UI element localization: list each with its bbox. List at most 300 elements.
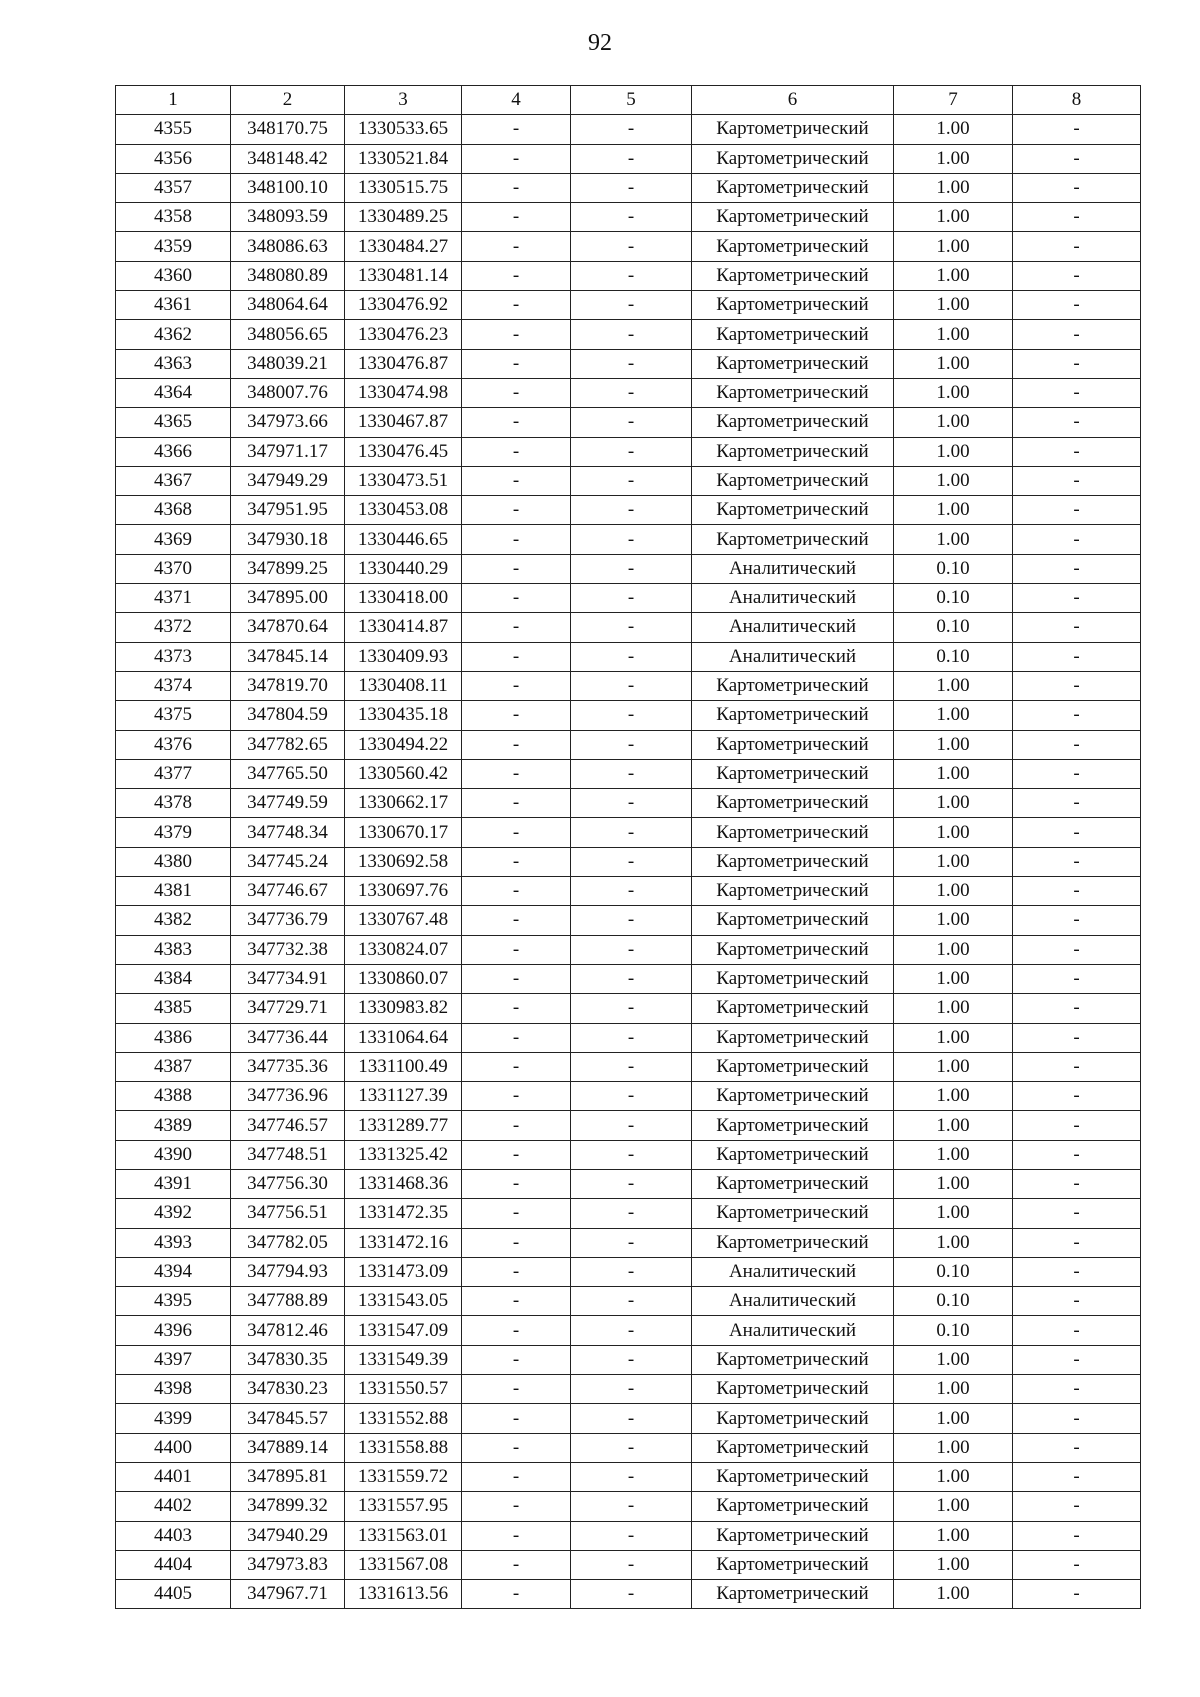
x-coordinate-cell: 347895.00 bbox=[231, 584, 345, 613]
point-number-cell: 4402 bbox=[116, 1492, 231, 1521]
col5-cell: - bbox=[571, 584, 692, 613]
accuracy-cell: 0.10 bbox=[894, 1316, 1013, 1345]
col4-cell: - bbox=[462, 1257, 571, 1286]
method-cell: Картометрический bbox=[692, 964, 894, 993]
col8-cell: - bbox=[1013, 144, 1141, 173]
col5-cell: - bbox=[571, 1404, 692, 1433]
method-cell: Аналитический bbox=[692, 1287, 894, 1316]
col4-cell: - bbox=[462, 408, 571, 437]
point-number-cell: 4374 bbox=[116, 671, 231, 700]
accuracy-cell: 1.00 bbox=[894, 115, 1013, 144]
point-number-cell: 4365 bbox=[116, 408, 231, 437]
method-cell: Картометрический bbox=[692, 759, 894, 788]
point-number-cell: 4399 bbox=[116, 1404, 231, 1433]
y-coordinate-cell: 1330692.58 bbox=[345, 847, 462, 876]
y-coordinate-cell: 1330446.65 bbox=[345, 525, 462, 554]
point-number-cell: 4396 bbox=[116, 1316, 231, 1345]
col4-cell: - bbox=[462, 613, 571, 642]
col4-cell: - bbox=[462, 759, 571, 788]
col4-cell: - bbox=[462, 349, 571, 378]
table-row bbox=[116, 671, 1141, 700]
column-header-3: 3 bbox=[345, 86, 462, 115]
table-row bbox=[116, 1521, 1141, 1550]
col4-cell: - bbox=[462, 261, 571, 290]
col5-cell: - bbox=[571, 525, 692, 554]
method-cell: Аналитический bbox=[692, 642, 894, 671]
x-coordinate-cell: 347782.05 bbox=[231, 1228, 345, 1257]
col5-cell: - bbox=[571, 466, 692, 495]
column-header-7: 7 bbox=[894, 86, 1013, 115]
col5-cell: - bbox=[571, 320, 692, 349]
table-row bbox=[116, 1199, 1141, 1228]
y-coordinate-cell: 1330515.75 bbox=[345, 173, 462, 202]
table-row bbox=[116, 1140, 1141, 1169]
accuracy-cell: 1.00 bbox=[894, 320, 1013, 349]
col4-cell: - bbox=[462, 173, 571, 202]
method-cell: Картометрический bbox=[692, 525, 894, 554]
col5-cell: - bbox=[571, 349, 692, 378]
col5-cell: - bbox=[571, 1345, 692, 1374]
table-body bbox=[116, 115, 1141, 1609]
col8-cell: - bbox=[1013, 730, 1141, 759]
col5-cell: - bbox=[571, 408, 692, 437]
accuracy-cell: 1.00 bbox=[894, 818, 1013, 847]
accuracy-cell: 1.00 bbox=[894, 1199, 1013, 1228]
x-coordinate-cell: 348093.59 bbox=[231, 203, 345, 232]
col5-cell: - bbox=[571, 701, 692, 730]
col5-cell: - bbox=[571, 1257, 692, 1286]
table-row bbox=[116, 261, 1141, 290]
y-coordinate-cell: 1331563.01 bbox=[345, 1521, 462, 1550]
col4-cell: - bbox=[462, 1404, 571, 1433]
accuracy-cell: 1.00 bbox=[894, 349, 1013, 378]
accuracy-cell: 1.00 bbox=[894, 906, 1013, 935]
point-number-cell: 4371 bbox=[116, 584, 231, 613]
col4-cell: - bbox=[462, 1375, 571, 1404]
table-row bbox=[116, 1550, 1141, 1579]
table-row bbox=[116, 1052, 1141, 1081]
point-number-cell: 4398 bbox=[116, 1375, 231, 1404]
method-cell: Картометрический bbox=[692, 1580, 894, 1609]
point-number-cell: 4357 bbox=[116, 173, 231, 202]
col4-cell: - bbox=[462, 877, 571, 906]
x-coordinate-cell: 348039.21 bbox=[231, 349, 345, 378]
column-header-2: 2 bbox=[231, 86, 345, 115]
table-row bbox=[116, 408, 1141, 437]
method-cell: Аналитический bbox=[692, 1316, 894, 1345]
point-number-cell: 4375 bbox=[116, 701, 231, 730]
col5-cell: - bbox=[571, 847, 692, 876]
col8-cell: - bbox=[1013, 203, 1141, 232]
col8-cell: - bbox=[1013, 466, 1141, 495]
col5-cell: - bbox=[571, 1433, 692, 1462]
point-number-cell: 4366 bbox=[116, 437, 231, 466]
col8-cell: - bbox=[1013, 261, 1141, 290]
accuracy-cell: 1.00 bbox=[894, 232, 1013, 261]
accuracy-cell: 1.00 bbox=[894, 935, 1013, 964]
y-coordinate-cell: 1330408.11 bbox=[345, 671, 462, 700]
col5-cell: - bbox=[571, 1580, 692, 1609]
x-coordinate-cell: 347748.34 bbox=[231, 818, 345, 847]
x-coordinate-cell: 347745.24 bbox=[231, 847, 345, 876]
accuracy-cell: 0.10 bbox=[894, 554, 1013, 583]
method-cell: Картометрический bbox=[692, 671, 894, 700]
x-coordinate-cell: 347830.35 bbox=[231, 1345, 345, 1374]
accuracy-cell: 1.00 bbox=[894, 291, 1013, 320]
col5-cell: - bbox=[571, 1462, 692, 1491]
method-cell: Картометрический bbox=[692, 408, 894, 437]
y-coordinate-cell: 1330860.07 bbox=[345, 964, 462, 993]
method-cell: Картометрический bbox=[692, 232, 894, 261]
accuracy-cell: 1.00 bbox=[894, 378, 1013, 407]
col4-cell: - bbox=[462, 1316, 571, 1345]
col4-cell: - bbox=[462, 1521, 571, 1550]
table-row bbox=[116, 466, 1141, 495]
method-cell: Картометрический bbox=[692, 994, 894, 1023]
table-row bbox=[116, 935, 1141, 964]
col5-cell: - bbox=[571, 1375, 692, 1404]
point-number-cell: 4397 bbox=[116, 1345, 231, 1374]
col5-cell: - bbox=[571, 1140, 692, 1169]
y-coordinate-cell: 1331613.56 bbox=[345, 1580, 462, 1609]
point-number-cell: 4379 bbox=[116, 818, 231, 847]
col8-cell: - bbox=[1013, 818, 1141, 847]
col5-cell: - bbox=[571, 496, 692, 525]
point-number-cell: 4389 bbox=[116, 1111, 231, 1140]
col5-cell: - bbox=[571, 1199, 692, 1228]
accuracy-cell: 1.00 bbox=[894, 847, 1013, 876]
y-coordinate-cell: 1330476.92 bbox=[345, 291, 462, 320]
method-cell: Аналитический bbox=[692, 1257, 894, 1286]
col8-cell: - bbox=[1013, 935, 1141, 964]
col4-cell: - bbox=[462, 671, 571, 700]
col8-cell: - bbox=[1013, 408, 1141, 437]
y-coordinate-cell: 1330494.22 bbox=[345, 730, 462, 759]
point-number-cell: 4367 bbox=[116, 466, 231, 495]
x-coordinate-cell: 347756.30 bbox=[231, 1169, 345, 1198]
col8-cell: - bbox=[1013, 437, 1141, 466]
col5-cell: - bbox=[571, 378, 692, 407]
table-row bbox=[116, 789, 1141, 818]
y-coordinate-cell: 1330560.42 bbox=[345, 759, 462, 788]
point-number-cell: 4405 bbox=[116, 1580, 231, 1609]
col8-cell: - bbox=[1013, 1023, 1141, 1052]
accuracy-cell: 0.10 bbox=[894, 584, 1013, 613]
col8-cell: - bbox=[1013, 964, 1141, 993]
method-cell: Картометрический bbox=[692, 1521, 894, 1550]
col4-cell: - bbox=[462, 437, 571, 466]
col4-cell: - bbox=[462, 964, 571, 993]
col5-cell: - bbox=[571, 613, 692, 642]
col5-cell: - bbox=[571, 818, 692, 847]
col8-cell: - bbox=[1013, 789, 1141, 818]
y-coordinate-cell: 1330484.27 bbox=[345, 232, 462, 261]
accuracy-cell: 1.00 bbox=[894, 1052, 1013, 1081]
accuracy-cell: 1.00 bbox=[894, 173, 1013, 202]
x-coordinate-cell: 347782.65 bbox=[231, 730, 345, 759]
method-cell: Картометрический bbox=[692, 1345, 894, 1374]
y-coordinate-cell: 1331472.35 bbox=[345, 1199, 462, 1228]
y-coordinate-cell: 1330767.48 bbox=[345, 906, 462, 935]
col8-cell: - bbox=[1013, 613, 1141, 642]
col8-cell: - bbox=[1013, 173, 1141, 202]
col4-cell: - bbox=[462, 115, 571, 144]
point-number-cell: 4390 bbox=[116, 1140, 231, 1169]
point-number-cell: 4372 bbox=[116, 613, 231, 642]
accuracy-cell: 1.00 bbox=[894, 1169, 1013, 1198]
accuracy-cell: 1.00 bbox=[894, 1550, 1013, 1579]
col8-cell: - bbox=[1013, 1580, 1141, 1609]
col5-cell: - bbox=[571, 261, 692, 290]
x-coordinate-cell: 347748.51 bbox=[231, 1140, 345, 1169]
x-coordinate-cell: 347889.14 bbox=[231, 1433, 345, 1462]
x-coordinate-cell: 347812.46 bbox=[231, 1316, 345, 1345]
y-coordinate-cell: 1331100.49 bbox=[345, 1052, 462, 1081]
method-cell: Картометрический bbox=[692, 847, 894, 876]
table-row bbox=[116, 1287, 1141, 1316]
point-number-cell: 4391 bbox=[116, 1169, 231, 1198]
point-number-cell: 4359 bbox=[116, 232, 231, 261]
method-cell: Картометрический bbox=[692, 1462, 894, 1491]
column-header-5: 5 bbox=[571, 86, 692, 115]
x-coordinate-cell: 347973.83 bbox=[231, 1550, 345, 1579]
x-coordinate-cell: 347794.93 bbox=[231, 1257, 345, 1286]
col8-cell: - bbox=[1013, 1140, 1141, 1169]
table-row bbox=[116, 964, 1141, 993]
x-coordinate-cell: 347749.59 bbox=[231, 789, 345, 818]
col5-cell: - bbox=[571, 1111, 692, 1140]
y-coordinate-cell: 1330481.14 bbox=[345, 261, 462, 290]
y-coordinate-cell: 1330440.29 bbox=[345, 554, 462, 583]
col5-cell: - bbox=[571, 1492, 692, 1521]
y-coordinate-cell: 1331557.95 bbox=[345, 1492, 462, 1521]
point-number-cell: 4370 bbox=[116, 554, 231, 583]
col5-cell: - bbox=[571, 964, 692, 993]
col4-cell: - bbox=[462, 320, 571, 349]
accuracy-cell: 1.00 bbox=[894, 1228, 1013, 1257]
point-number-cell: 4383 bbox=[116, 935, 231, 964]
point-number-cell: 4378 bbox=[116, 789, 231, 818]
col5-cell: - bbox=[571, 173, 692, 202]
col8-cell: - bbox=[1013, 584, 1141, 613]
accuracy-cell: 1.00 bbox=[894, 408, 1013, 437]
point-number-cell: 4386 bbox=[116, 1023, 231, 1052]
column-header-1: 1 bbox=[116, 86, 231, 115]
col8-cell: - bbox=[1013, 291, 1141, 320]
table-row bbox=[116, 291, 1141, 320]
method-cell: Картометрический bbox=[692, 1082, 894, 1111]
col4-cell: - bbox=[462, 1169, 571, 1198]
col4-cell: - bbox=[462, 203, 571, 232]
y-coordinate-cell: 1330697.76 bbox=[345, 877, 462, 906]
col8-cell: - bbox=[1013, 554, 1141, 583]
col4-cell: - bbox=[462, 554, 571, 583]
y-coordinate-cell: 1330670.17 bbox=[345, 818, 462, 847]
table-row bbox=[116, 1404, 1141, 1433]
point-number-cell: 4362 bbox=[116, 320, 231, 349]
col5-cell: - bbox=[571, 1169, 692, 1198]
method-cell: Картометрический bbox=[692, 144, 894, 173]
x-coordinate-cell: 347949.29 bbox=[231, 466, 345, 495]
method-cell: Картометрический bbox=[692, 730, 894, 759]
point-number-cell: 4381 bbox=[116, 877, 231, 906]
point-number-cell: 4394 bbox=[116, 1257, 231, 1286]
col5-cell: - bbox=[571, 759, 692, 788]
col8-cell: - bbox=[1013, 525, 1141, 554]
table-row bbox=[116, 906, 1141, 935]
method-cell: Картометрический bbox=[692, 1433, 894, 1462]
col4-cell: - bbox=[462, 1023, 571, 1052]
method-cell: Картометрический bbox=[692, 1375, 894, 1404]
col5-cell: - bbox=[571, 1082, 692, 1111]
table-row bbox=[116, 1228, 1141, 1257]
accuracy-cell: 1.00 bbox=[894, 1023, 1013, 1052]
y-coordinate-cell: 1330473.51 bbox=[345, 466, 462, 495]
table-row bbox=[116, 1580, 1141, 1609]
point-number-cell: 4373 bbox=[116, 642, 231, 671]
col5-cell: - bbox=[571, 877, 692, 906]
page-number: 92 bbox=[588, 30, 612, 56]
table-row bbox=[116, 994, 1141, 1023]
point-number-cell: 4400 bbox=[116, 1433, 231, 1462]
x-coordinate-cell: 347940.29 bbox=[231, 1521, 345, 1550]
point-number-cell: 4384 bbox=[116, 964, 231, 993]
method-cell: Картометрический bbox=[692, 1140, 894, 1169]
col4-cell: - bbox=[462, 935, 571, 964]
table-row bbox=[116, 701, 1141, 730]
point-number-cell: 4401 bbox=[116, 1462, 231, 1491]
y-coordinate-cell: 1331567.08 bbox=[345, 1550, 462, 1579]
method-cell: Аналитический bbox=[692, 554, 894, 583]
col4-cell: - bbox=[462, 144, 571, 173]
x-coordinate-cell: 347971.17 bbox=[231, 437, 345, 466]
point-number-cell: 4387 bbox=[116, 1052, 231, 1081]
point-number-cell: 4356 bbox=[116, 144, 231, 173]
col5-cell: - bbox=[571, 994, 692, 1023]
accuracy-cell: 1.00 bbox=[894, 466, 1013, 495]
col8-cell: - bbox=[1013, 642, 1141, 671]
accuracy-cell: 0.10 bbox=[894, 1287, 1013, 1316]
accuracy-cell: 1.00 bbox=[894, 525, 1013, 554]
accuracy-cell: 0.10 bbox=[894, 642, 1013, 671]
x-coordinate-cell: 347735.36 bbox=[231, 1052, 345, 1081]
table-row bbox=[116, 1082, 1141, 1111]
accuracy-cell: 1.00 bbox=[894, 203, 1013, 232]
x-coordinate-cell: 348086.63 bbox=[231, 232, 345, 261]
col5-cell: - bbox=[571, 789, 692, 818]
table-row bbox=[116, 759, 1141, 788]
col4-cell: - bbox=[462, 584, 571, 613]
y-coordinate-cell: 1331559.72 bbox=[345, 1462, 462, 1491]
point-number-cell: 4393 bbox=[116, 1228, 231, 1257]
y-coordinate-cell: 1330414.87 bbox=[345, 613, 462, 642]
y-coordinate-cell: 1331289.77 bbox=[345, 1111, 462, 1140]
x-coordinate-cell: 347895.81 bbox=[231, 1462, 345, 1491]
col4-cell: - bbox=[462, 906, 571, 935]
col4-cell: - bbox=[462, 466, 571, 495]
col8-cell: - bbox=[1013, 232, 1141, 261]
col5-cell: - bbox=[571, 232, 692, 261]
table-row bbox=[116, 584, 1141, 613]
accuracy-cell: 1.00 bbox=[894, 144, 1013, 173]
x-coordinate-cell: 347973.66 bbox=[231, 408, 345, 437]
method-cell: Картометрический bbox=[692, 291, 894, 320]
table-row bbox=[116, 1345, 1141, 1374]
y-coordinate-cell: 1330662.17 bbox=[345, 789, 462, 818]
x-coordinate-cell: 347765.50 bbox=[231, 759, 345, 788]
col4-cell: - bbox=[462, 1492, 571, 1521]
x-coordinate-cell: 347736.79 bbox=[231, 906, 345, 935]
x-coordinate-cell: 347804.59 bbox=[231, 701, 345, 730]
accuracy-cell: 1.00 bbox=[894, 671, 1013, 700]
method-cell: Картометрический bbox=[692, 1199, 894, 1228]
y-coordinate-cell: 1330476.23 bbox=[345, 320, 462, 349]
x-coordinate-cell: 348170.75 bbox=[231, 115, 345, 144]
accuracy-cell: 1.00 bbox=[894, 964, 1013, 993]
accuracy-cell: 0.10 bbox=[894, 613, 1013, 642]
col5-cell: - bbox=[571, 437, 692, 466]
col4-cell: - bbox=[462, 818, 571, 847]
y-coordinate-cell: 1330418.00 bbox=[345, 584, 462, 613]
method-cell: Картометрический bbox=[692, 935, 894, 964]
y-coordinate-cell: 1330409.93 bbox=[345, 642, 462, 671]
point-number-cell: 4369 bbox=[116, 525, 231, 554]
accuracy-cell: 1.00 bbox=[894, 1521, 1013, 1550]
accuracy-cell: 1.00 bbox=[894, 789, 1013, 818]
accuracy-cell: 1.00 bbox=[894, 1492, 1013, 1521]
table-row bbox=[116, 1169, 1141, 1198]
x-coordinate-cell: 347845.57 bbox=[231, 1404, 345, 1433]
col4-cell: - bbox=[462, 1199, 571, 1228]
col8-cell: - bbox=[1013, 1111, 1141, 1140]
col4-cell: - bbox=[462, 378, 571, 407]
col5-cell: - bbox=[571, 203, 692, 232]
accuracy-cell: 1.00 bbox=[894, 1404, 1013, 1433]
col4-cell: - bbox=[462, 1287, 571, 1316]
col5-cell: - bbox=[571, 1228, 692, 1257]
col5-cell: - bbox=[571, 1550, 692, 1579]
accuracy-cell: 1.00 bbox=[894, 261, 1013, 290]
col4-cell: - bbox=[462, 1052, 571, 1081]
col5-cell: - bbox=[571, 1287, 692, 1316]
method-cell: Картометрический bbox=[692, 1550, 894, 1579]
x-coordinate-cell: 347899.32 bbox=[231, 1492, 345, 1521]
x-coordinate-cell: 347845.14 bbox=[231, 642, 345, 671]
accuracy-cell: 1.00 bbox=[894, 701, 1013, 730]
point-number-cell: 4404 bbox=[116, 1550, 231, 1579]
method-cell: Картометрический bbox=[692, 789, 894, 818]
table-row bbox=[116, 173, 1141, 202]
table-row bbox=[116, 320, 1141, 349]
method-cell: Картометрический bbox=[692, 1052, 894, 1081]
col8-cell: - bbox=[1013, 349, 1141, 378]
x-coordinate-cell: 347788.89 bbox=[231, 1287, 345, 1316]
col8-cell: - bbox=[1013, 671, 1141, 700]
y-coordinate-cell: 1330983.82 bbox=[345, 994, 462, 1023]
column-header-8: 8 bbox=[1013, 86, 1141, 115]
table-row bbox=[116, 554, 1141, 583]
method-cell: Картометрический bbox=[692, 466, 894, 495]
method-cell: Аналитический bbox=[692, 613, 894, 642]
col4-cell: - bbox=[462, 1345, 571, 1374]
y-coordinate-cell: 1331468.36 bbox=[345, 1169, 462, 1198]
x-coordinate-cell: 348007.76 bbox=[231, 378, 345, 407]
y-coordinate-cell: 1330453.08 bbox=[345, 496, 462, 525]
point-number-cell: 4358 bbox=[116, 203, 231, 232]
method-cell: Картометрический bbox=[692, 701, 894, 730]
table-row bbox=[116, 144, 1141, 173]
accuracy-cell: 1.00 bbox=[894, 1140, 1013, 1169]
